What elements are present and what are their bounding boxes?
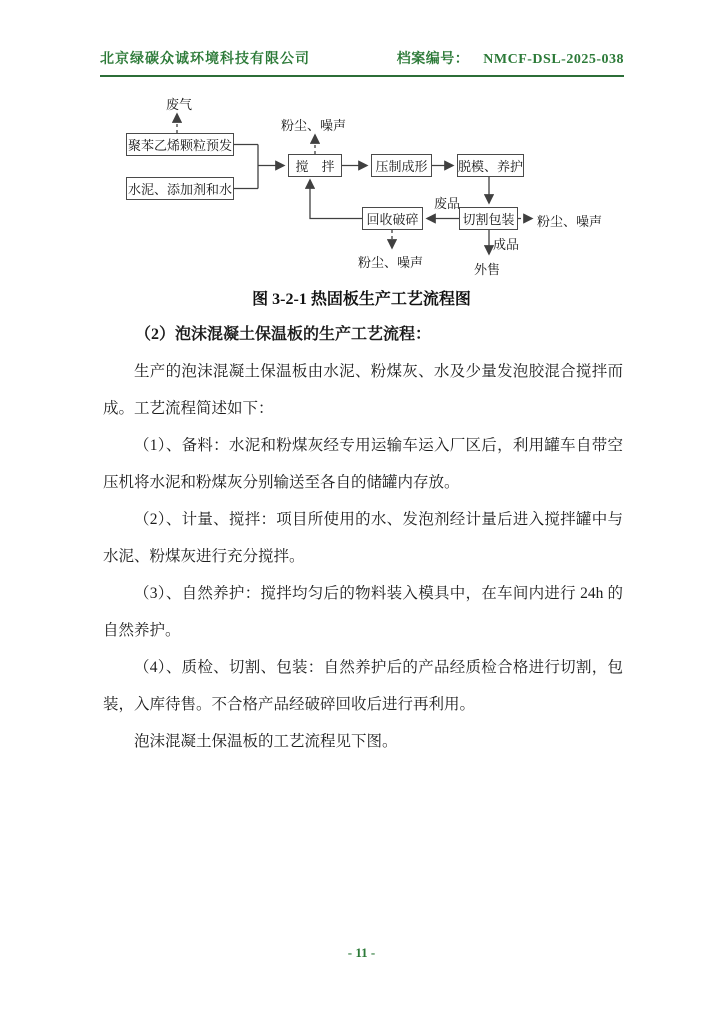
archive-label: 档案编号： xyxy=(396,52,470,67)
body-paragraph: 生产的泡沫混凝土保温板由水泥、粉煤灰、水及少量发泡胶混合搅拌而成。工艺流程简述如下： xyxy=(103,363,623,417)
flowchart-box-cut-pack: 切割包装 xyxy=(459,207,518,230)
flowchart-box-stir: 搅 拌 xyxy=(288,154,342,177)
body-paragraph: 泡沫混凝土保温板的工艺流程见下图。 xyxy=(134,733,398,750)
archive-no-value: NMCF-DSL-2025-038 xyxy=(483,52,624,67)
body-paragraph: （3）、自然养护：搅拌均匀后的物料装入模具中，在车间内进行 24h 的自然养护。 xyxy=(103,585,623,639)
flowchart-box-press-forming: 压制成形 xyxy=(371,154,432,177)
body-paragraph: （4）、质检、切割、包装：自然养护后的产品经质检合格进行切割，包装，入库待售。不合格产品经破碎回收后进行再利用。 xyxy=(103,659,623,713)
process-flowchart xyxy=(0,88,723,284)
label-waste-gas: 废气 xyxy=(166,97,193,112)
body-paragraph: （1）、备料：水泥和粉煤灰经专用运输车运入厂区后，利用罐车自带空压机将水泥和粉煤灰分别输送至各自的储罐内存放。 xyxy=(103,437,623,491)
section-heading: （2）泡沫混凝土保温板的生产工艺流程： xyxy=(135,326,432,343)
label-dust-noise-top: 粉尘、噪声 xyxy=(281,118,347,133)
label-dust-noise-right: 粉尘、噪声 xyxy=(537,214,603,229)
flowchart-box-pre-expand: 聚苯乙烯颗粒预发 xyxy=(126,133,234,156)
page-header xyxy=(100,48,624,77)
label-dust-noise-bottom: 粉尘、噪声 xyxy=(358,255,424,270)
body-paragraph: （2）、计量、搅拌：项目所使用的水、发泡剂经计量后进入搅拌罐中与水泥、粉煤灰进行充分搅拌。 xyxy=(103,511,623,565)
body-text xyxy=(103,316,623,760)
company-name: 北京绿碳众诚环境科技有限公司 xyxy=(100,52,310,67)
flowchart-box-demold-cure: 脱模、养护 xyxy=(457,154,524,177)
archive-number xyxy=(397,48,624,68)
label-finished-product: 成品 xyxy=(493,237,520,252)
page-number: - 11 - xyxy=(347,945,376,960)
figure-caption: 图 3-2-1 热固板生产工艺流程图 xyxy=(252,291,471,308)
flowchart-box-cement-mix: 水泥、添加剂和水 xyxy=(126,177,234,200)
flowchart-box-recycle-crush: 回收破碎 xyxy=(362,207,423,230)
label-external-sale: 外售 xyxy=(474,262,501,277)
label-scrap: 废品 xyxy=(434,196,461,211)
